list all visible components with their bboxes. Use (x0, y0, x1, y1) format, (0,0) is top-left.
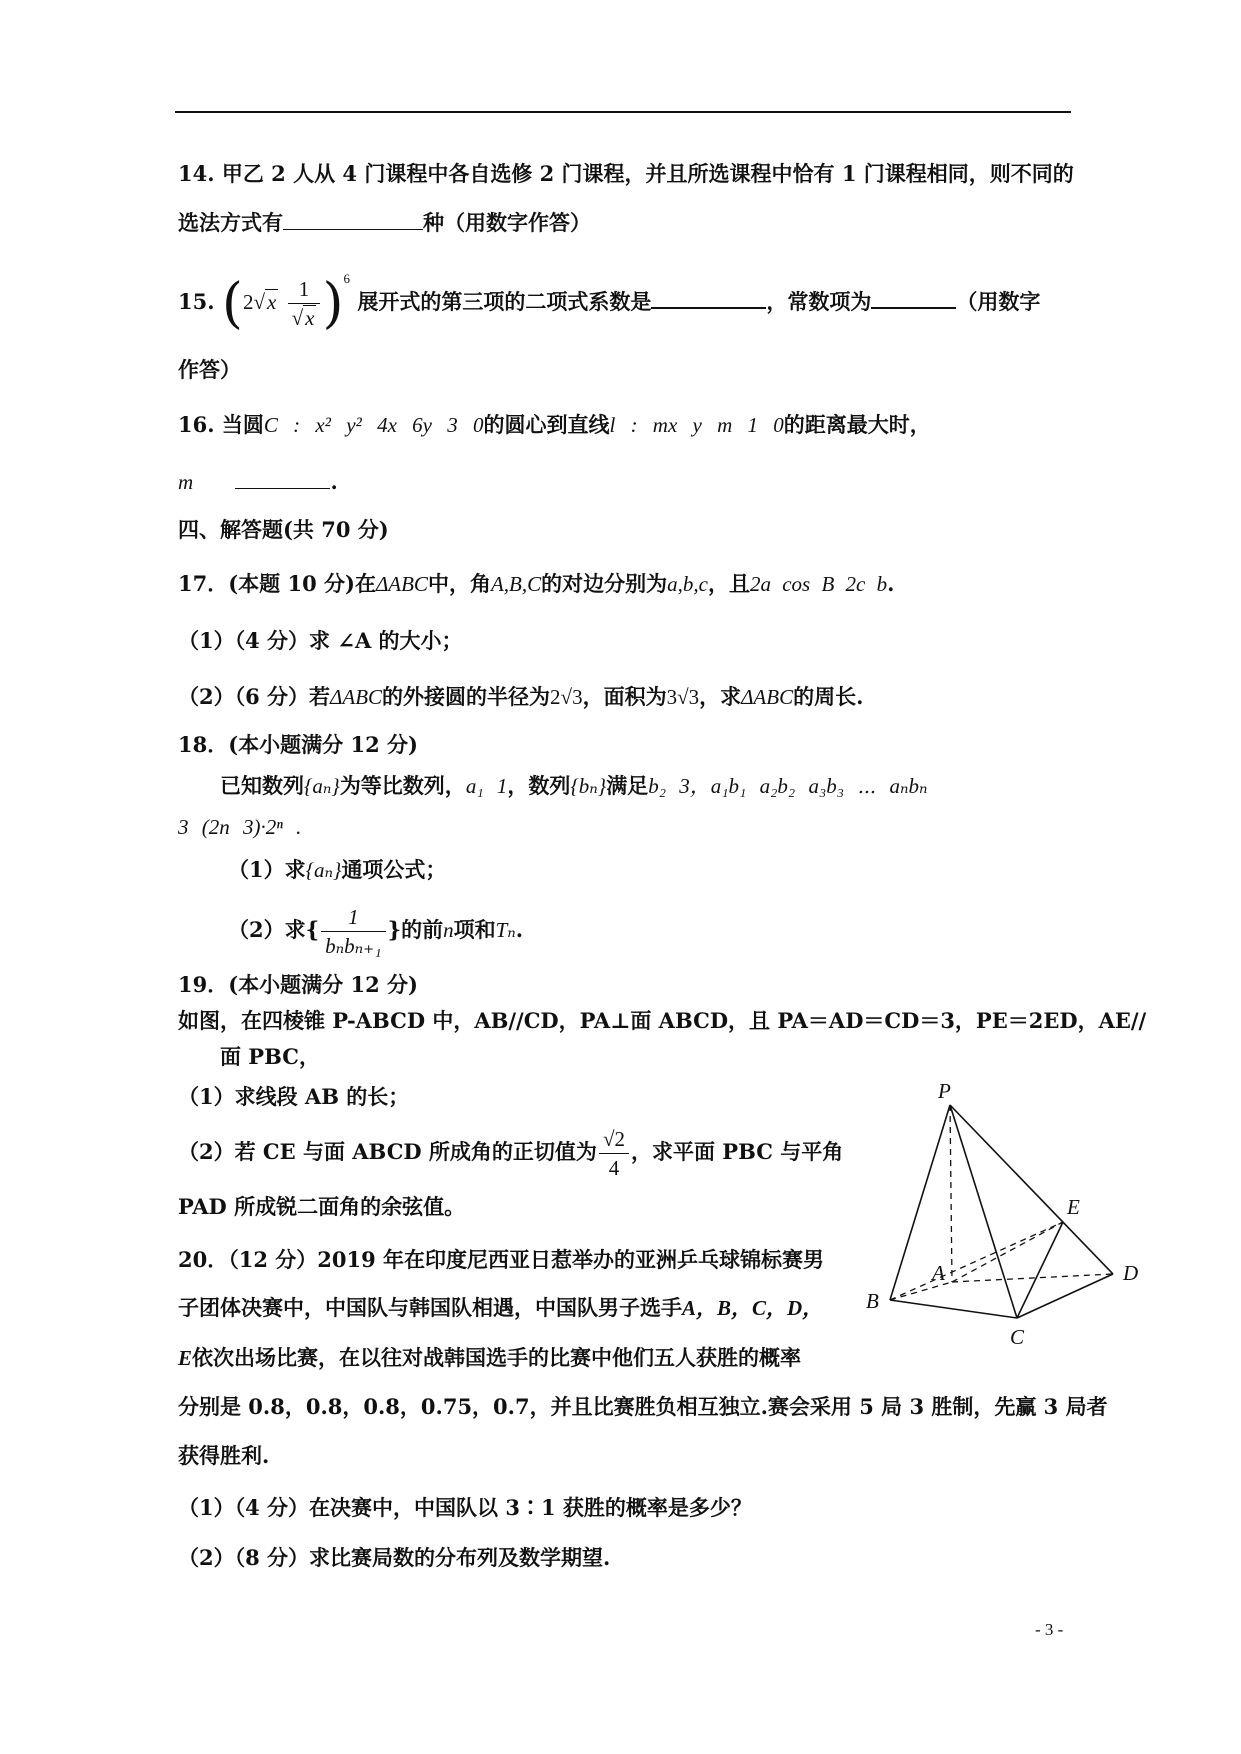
q20-line4: 分别是 0.8，0.8，0.8，0.75，0.7，并且比赛胜负相互独立.赛会采用 5 局 3 胜制，先赢 3 局者 (178, 1394, 1108, 1419)
q19-line2: 面 PBC， (220, 1044, 320, 1069)
q19-part2: （2）若 CE 与面 ABCD 所成角的正切值为 $\frac{√2}{4}$ ，求平面 PBC 与平角 (178, 1127, 844, 1180)
edge-BC (890, 1300, 1017, 1318)
q18-line2: 3 (2n 3)·2ⁿ . (178, 815, 302, 839)
q16-answer-blank[interactable] (235, 468, 330, 489)
q15-frac-den: √x (288, 303, 321, 332)
q17-part1: （1）（4 分）求 ∠A 的大小； (178, 628, 463, 653)
edge-PC (950, 1105, 1017, 1318)
segment-AE (952, 1222, 1063, 1282)
q19-head: 19．(本小题满分 12 分) (178, 972, 418, 997)
q15-fraction (288, 275, 321, 332)
q15-text2: ，常数项为 (766, 289, 872, 314)
q19-line1: 如图，在四棱锥 P-ABCD 中，AB//CD，PA⊥面 ABCD，且 PA＝AD＝CD＝3，PE＝2ED，AE// (178, 1008, 1147, 1033)
q15-radical: √ (253, 290, 265, 314)
q17-t1: 中，角 (427, 571, 491, 596)
q17-equation: 2a cos B 2c b (749, 572, 888, 596)
q17-angles: A,B,C (490, 572, 542, 596)
q18-head: 18．(本小题满分 12 分) (178, 732, 418, 757)
q19-part1: （1）求线段 AB 的长； (178, 1084, 410, 1109)
label-D: D (1123, 1261, 1139, 1285)
page-number: - 3 - (1035, 1620, 1064, 1639)
q17-part2: （2）（6 分）若ΔABC的外接圆的半径为2√3，面积为3√3，求ΔABC的周长. (178, 684, 864, 709)
pyramid-figure (850, 1080, 1160, 1350)
q18-part1: （1）求{aₙ}通项公式； (228, 857, 447, 882)
q20-line2: 子团体决赛中，中国队与韩国队相遇，中国队男子选手A，B，C，D， (178, 1295, 824, 1320)
q15-text3: （用数字 (956, 289, 1041, 314)
edge-AD (952, 1274, 1113, 1282)
q20-part2: （2）（8 分）求比赛局数的分布列及数学期望. (178, 1545, 611, 1570)
q20-line5: 获得胜利. (178, 1443, 270, 1468)
q15-line1 (178, 262, 1040, 337)
q15-answer-blank-2[interactable] (871, 287, 956, 309)
q14-text-after: 种（用数字作答） (423, 210, 591, 235)
q14-text: 选法方式有 (178, 210, 283, 235)
q16-circle-eq: C : x² y² 4x 6y 3 0 (263, 413, 484, 437)
q17-end: . (887, 571, 895, 596)
q14-answer-blank[interactable] (283, 209, 423, 230)
q15-coef: 2 (242, 290, 254, 314)
q17-line1 (178, 569, 894, 599)
q15-open-paren: ( (221, 271, 243, 335)
q20-line3: E依次出场比赛，在以往对战韩国选手的比赛中他们五人获胜的概率 (178, 1345, 802, 1370)
q17-t3: ，且 (707, 571, 750, 596)
q15-radicand: x (266, 290, 277, 314)
q14-line2 (178, 208, 591, 238)
q14-line1: 14. 甲乙 2 人从 4 门课程中各自选修 2 门课程，并且所选课程中恰有 1 门课程相同，则不同的 (178, 161, 1074, 186)
q16-line-eq: l : mx y m 1 0 (609, 413, 784, 437)
q17-sides: a,b,c (667, 572, 708, 596)
q17-t2: 的对边分别为 (541, 571, 668, 596)
label-E: E (1067, 1195, 1080, 1219)
label-B: B (866, 1289, 879, 1313)
q16-m: m (178, 470, 194, 494)
label-A: A (932, 1261, 945, 1285)
q18-fraction: $\frac{1}{\text{bₙbₙ₊₁}}$ (321, 903, 385, 960)
section-four-heading: 四、解答题(共 70 分) (178, 517, 389, 542)
edge-CD (1017, 1274, 1113, 1318)
q19-fraction: $\frac{√2}{4}$ (599, 1125, 629, 1182)
segment-BE (890, 1222, 1063, 1300)
q20-line1: 20．（12 分）2019 年在印度尼西亚日惹举办的亚洲乒乓球锦标赛男 (178, 1247, 825, 1272)
q15-answer-blank-1[interactable] (651, 287, 766, 309)
edge-PA (950, 1105, 952, 1282)
q16-pre: 16. 当圆 (178, 412, 264, 437)
q15-close-paren: ) (322, 271, 344, 335)
q15-text1: 展开式的第三项的二项式系数是 (357, 289, 652, 314)
q18-line1: 已知数列{aₙ}为等比数列，a₁ 1，数列{bₙ}满足b₂ 3，a₁b₁ a₂b₂ a₃b₃ ⋯ aₙbₙ (220, 773, 928, 798)
q18-part2: （2）求{ $\frac{1}{\text{bₙbₙ₊₁}}$ }的前n项和Tₙ. (228, 905, 524, 958)
q16-line2 (178, 467, 338, 497)
q20-part1: （1）（4 分）在决赛中，中国队以 3∶1 获胜的概率是多少？ (178, 1495, 752, 1520)
q17-triangle: ΔABC (375, 572, 428, 596)
q15-number: 15. (178, 289, 215, 314)
label-P: P (938, 1080, 951, 1103)
segment-CE (1017, 1222, 1063, 1318)
edge-PD (950, 1105, 1113, 1274)
label-C: C (1010, 1325, 1025, 1349)
q16-line1 (178, 410, 931, 440)
q17-head: 17．(本题 10 分)在 (178, 571, 376, 596)
q15-line2: 作答） (178, 357, 241, 382)
q15-frac-num: 1 (298, 277, 310, 301)
q16-dot: . (330, 469, 338, 494)
q15-exponent: 6 (343, 271, 351, 286)
q16-post: 的距离最大时， (783, 412, 931, 437)
header-rule (175, 111, 1071, 113)
q19-part2-cont: PAD 所成锐二面角的余弦值。 (178, 1194, 466, 1219)
q16-mid: 的圆心到直线 (483, 412, 610, 437)
